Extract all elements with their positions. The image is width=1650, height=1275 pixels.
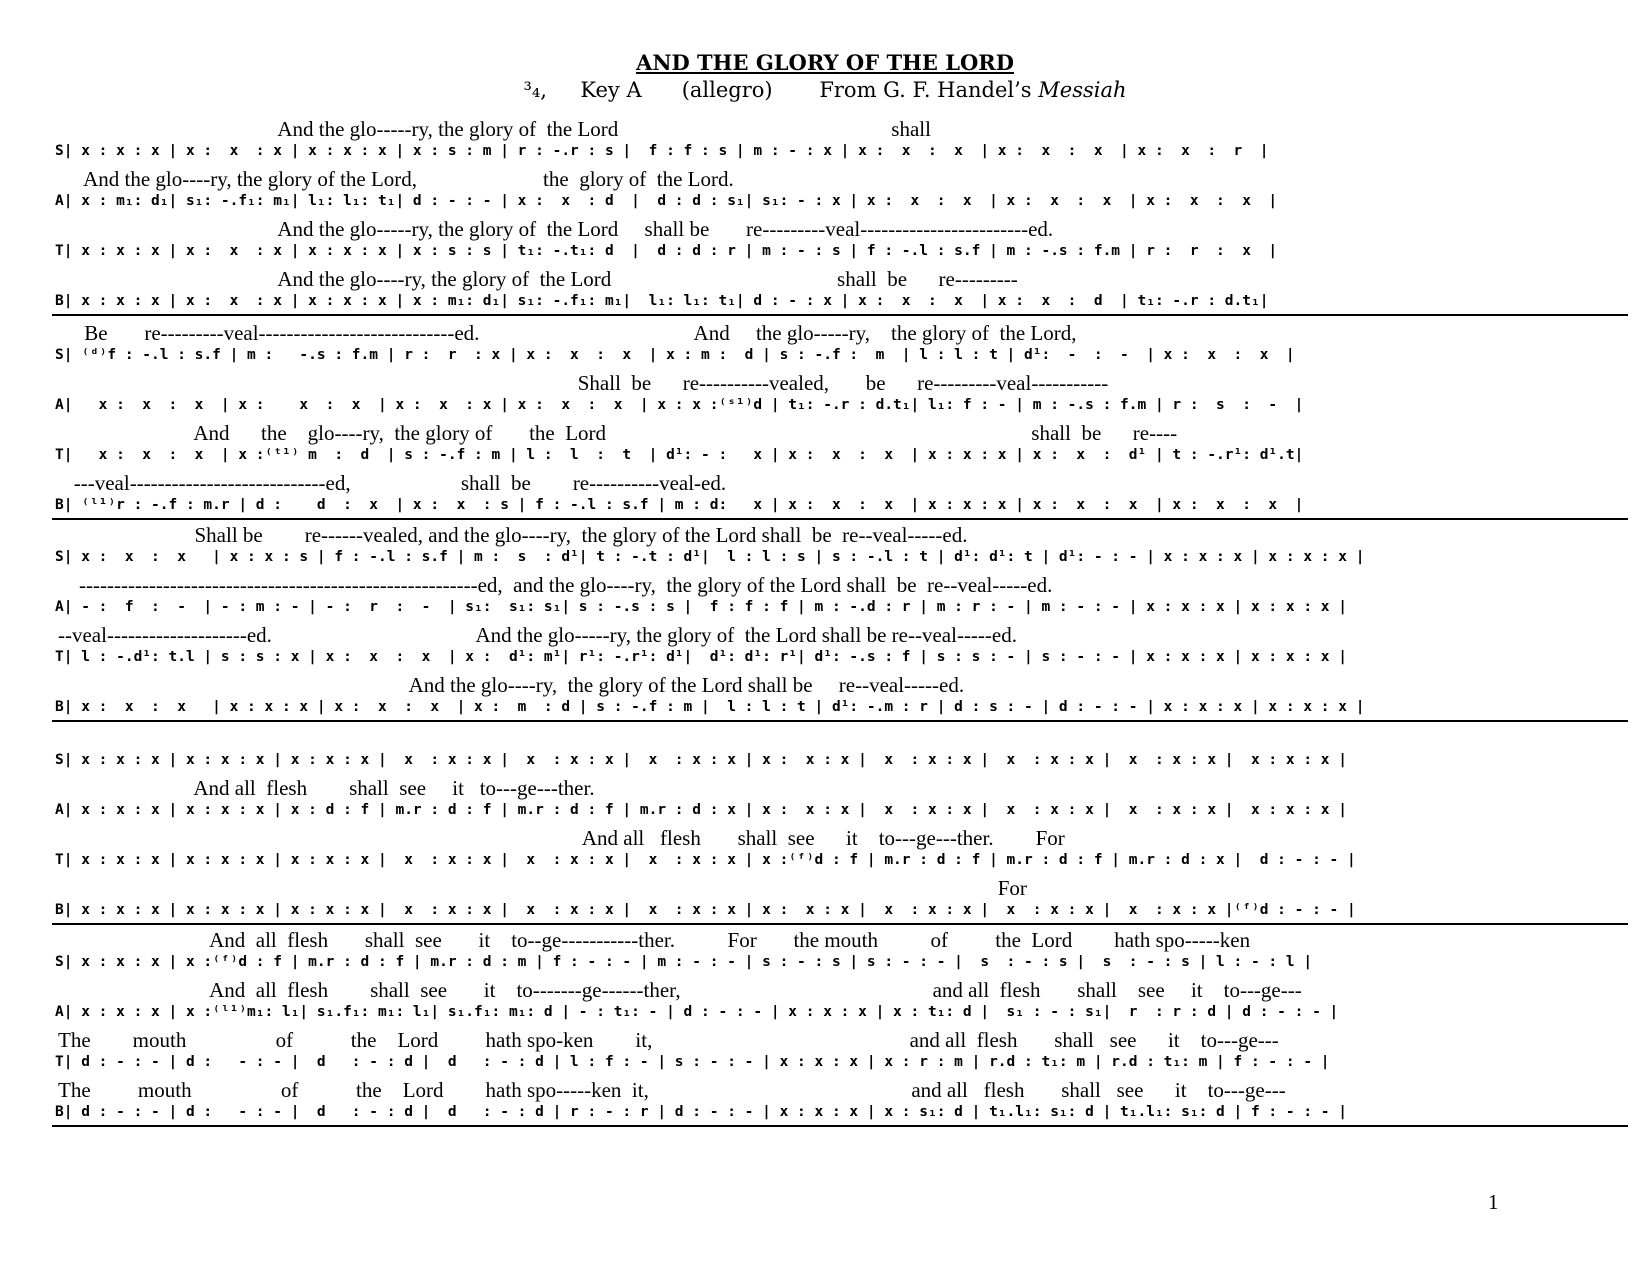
page-number: 1 (1488, 1190, 1499, 1214)
lyric-line-tenor: --veal--------------------ed. And the glo-----ry, the glory of the Lord shall be re--veal-----ed. (58, 623, 1017, 647)
lyric-line-alto: And all flesh shall see it to-------ge------ther, and all flesh shall see it to---ge--- (58, 978, 1302, 1002)
lyric-line-alto: And all flesh shall see it to---ge---ther. (58, 776, 595, 800)
lyric-line-soprano (58, 725, 1628, 751)
lyric-line-alto: ---------------------------------------------------------ed, and the glo----ry, the glory of the Lord shall be re--veal-----ed. (58, 573, 1053, 597)
lyric-line-bass: And the glo----ry, the glory of the Lord shall be re--------- (58, 267, 1018, 291)
notation-line-soprano: S| x : x : x | x :⁽ᶠ⁾d : f | m.r : d : f | m.r : d : m | f : - : - | m : - : - | s : - : s | s : - : - | s : - : s | s : - : s | l : - : l | (55, 954, 1313, 970)
notation-line-tenor: T| x : x : x | x : x : x | x : x : x | x : s : s | t₁: -.t₁: d | d : d : r | m : - : s | f : -.l : s.f | m : -.s : f.m | r : r : x | (55, 243, 1278, 259)
key-signature: Key A (580, 78, 642, 102)
notation-line-bass: B| d : - : - | d : - : - | d : - : d | d : - : d | r : - : r | d : - : - | x : x : x | x : s₁: d | t₁.l₁: s₁: d | t₁.l₁: s₁: d | f : - : - | (55, 1104, 1348, 1120)
tempo-marking: (allegro) (681, 78, 773, 102)
system-divider (52, 923, 1628, 925)
notation-line-tenor: T| x : x : x | x :⁽ᵗ¹⁾ m : d | s : -.f : m | l : l : t | d¹: - : x | x : x : x | x : x : x | x : x : d¹ | t : -.r¹: d¹.t| (55, 447, 1304, 463)
notation-line-alto: A| x : x : x | x : x : x | x : d : f | m.r : d : f | m.r : d : f | m.r : d : x | x : x : x | x : x : x | x : x : x | x : x : x | x : x : x | (55, 802, 1348, 818)
notation-line-bass: B| x : x : x | x : x : x | x : x : x | x : x : x | x : x : x | x : x : x | x : x : x | x : x : x | x : x : x | x : x : x |⁽ᶠ⁾d : - : - | (55, 902, 1356, 918)
notation-line-alto: A| - : f : - | - : m : - | - : r : - | s₁: s₁: s₁| s : -.s : s | f : f : f | m : -.d : r | m : r : - | m : - : - | x : x : x | x : x : x | (55, 599, 1348, 615)
notation-line-soprano: S| x : x : x | x : x : x | x : x : x | x : x : x | x : x : x | x : x : x | x : x : x | x : x : x | x : x : x | x : x : x | x : x : x | (55, 752, 1348, 768)
notation-line-tenor: T| l : -.d¹: t.l | s : s : x | x : x : x | x : d¹: m¹| r¹: -.r¹: d¹| d¹: d¹: r¹| d¹: -.s : f | s : s : - | s : - : - | x : x : x | x : x : x | (55, 649, 1348, 665)
notation-line-bass: B| x : x : x | x : x : x | x : x : x | x : m₁: d₁| s₁: -.f₁: m₁| l₁: l₁: t₁| d : - : x | x : x : x | x : x : d | t₁: -.r : d.t₁| (55, 293, 1269, 309)
score-title: AND THE GLORY OF THE LORD (636, 50, 1014, 75)
lyric-line-bass: And the glo----ry, the glory of the Lord shall be re--veal-----ed. (58, 673, 965, 697)
notation-line-soprano: S| ⁽ᵈ⁾f : -.l : s.f | m : -.s : f.m | r : r : x | x : x : x | x : m : d | s : -.f : m | l : l : t | d¹: - : - | x : x : x | (55, 347, 1295, 363)
lyric-line-tenor: And the glo-----ry, the glory of the Lord shall be re---------veal------------------------ed. (58, 217, 1054, 241)
notation-line-alto: A| x : x : x | x :⁽ˡ¹⁾m₁: l₁| s₁.f₁: m₁: l₁| s₁.f₁: m₁: d | - : t₁: - | d : - : - | x : x : x | x : t₁: d | s₁ : - : s₁| r : r : d | d : - : - | (55, 1004, 1339, 1020)
lyric-line-tenor: The mouth of the Lord hath spo-ken it, and all flesh shall see it to---ge--- (58, 1028, 1279, 1052)
lyric-line-tenor: And all flesh shall see it to---ge---ther. For (58, 826, 1065, 850)
source-prefix: From G. F. Handel’s (819, 78, 1032, 102)
notation-line-tenor: T| x : x : x | x : x : x | x : x : x | x : x : x | x : x : x | x : x : x | x :⁽ᶠ⁾d : f | m.r : d : f | m.r : d : f | m.r : d : x | d : - : - | (55, 852, 1356, 868)
lyric-line-tenor: And the glo----ry, the glory of the Lord shall be re---- (58, 421, 1178, 445)
notation-line-tenor: T| d : - : - | d : - : - | d : - : d | d : - : d | l : f : - | s : - : - | x : x : x | x : r : m | r.d : t₁: m | r.d : t₁: m | f : - : - | (55, 1054, 1330, 1070)
notation-line-soprano: S| x : x : x | x : x : s | f : -.l : s.f | m : s : d¹| t : -.t : d¹| l : l : s | s : -.l : t | d¹: d¹: t | d¹: - : - | x : x : x | x : x : x | (55, 549, 1365, 565)
lyric-line-bass: ---veal----------------------------ed, shall be re----------veal-ed. (58, 471, 727, 495)
system-divider (52, 1125, 1628, 1127)
system-divider (52, 314, 1628, 316)
notation-line-alto: A| x : m₁: d₁| s₁: -.f₁: m₁| l₁: l₁: t₁| d : - : - | x : x : d | d : d : s₁| s₁: - : x | x : x : x | x : x : x | x : x : x | (55, 193, 1278, 209)
lyric-line-soprano: Shall be re------vealed, and the glo----ry, the glory of the Lord shall be re--veal-----ed. (58, 523, 968, 547)
lyric-line-soprano: And all flesh shall see it to--ge-----------ther. For the mouth of the Lord hath spo-----ken (58, 928, 1251, 952)
lyric-line-alto: Shall be re----------vealed, be re---------veal----------- (58, 371, 1109, 395)
score-subtitle (0, 78, 1650, 102)
lyric-line-bass: For (58, 876, 1027, 900)
notation-line-bass: B| x : x : x | x : x : x | x : x : x | x : m : d | s : -.f : m | l : l : t | d¹: -.m : r | d : s : - | d : - : - | x : x : x | x : x : x | (55, 699, 1365, 715)
lyric-line-soprano: And the glo-----ry, the glory of the Lord shall (58, 117, 931, 141)
lyric-line-soprano: Be re---------veal----------------------------ed. And the glo-----ry, the glory of the Lord, (58, 321, 1077, 345)
notation-line-alto: A| x : x : x | x : x : x | x : x : x | x : x : x | x : x :⁽ˢ¹⁾d | t₁: -.r : d.t₁| l₁: f : - | m : -.s : f.m | r : s : - | (55, 397, 1304, 413)
system-divider (52, 518, 1628, 520)
time-signature: ³₄, (523, 78, 547, 102)
notation-line-bass: B| ⁽ˡ¹⁾r : -.f : m.r | d : d : x | x : x : s | f : -.l : s.f | m : d: x | x : x : x | x : x : x | x : x : x | x : x : x | (55, 497, 1304, 513)
source-work: Messiah (1038, 78, 1127, 102)
lyric-line-alto: And the glo----ry, the glory of the Lord, the glory of the Lord. (58, 167, 734, 191)
system-divider (52, 720, 1628, 722)
lyric-line-bass: The mouth of the Lord hath spo-----ken it, and all flesh shall see it to---ge--- (58, 1078, 1286, 1102)
notation-line-soprano: S| x : x : x | x : x : x | x : x : x | x : s : m | r : -.r : s | f : f : s | m : - : x | x : x : x | x : x : x | x : x : r | (55, 143, 1269, 159)
